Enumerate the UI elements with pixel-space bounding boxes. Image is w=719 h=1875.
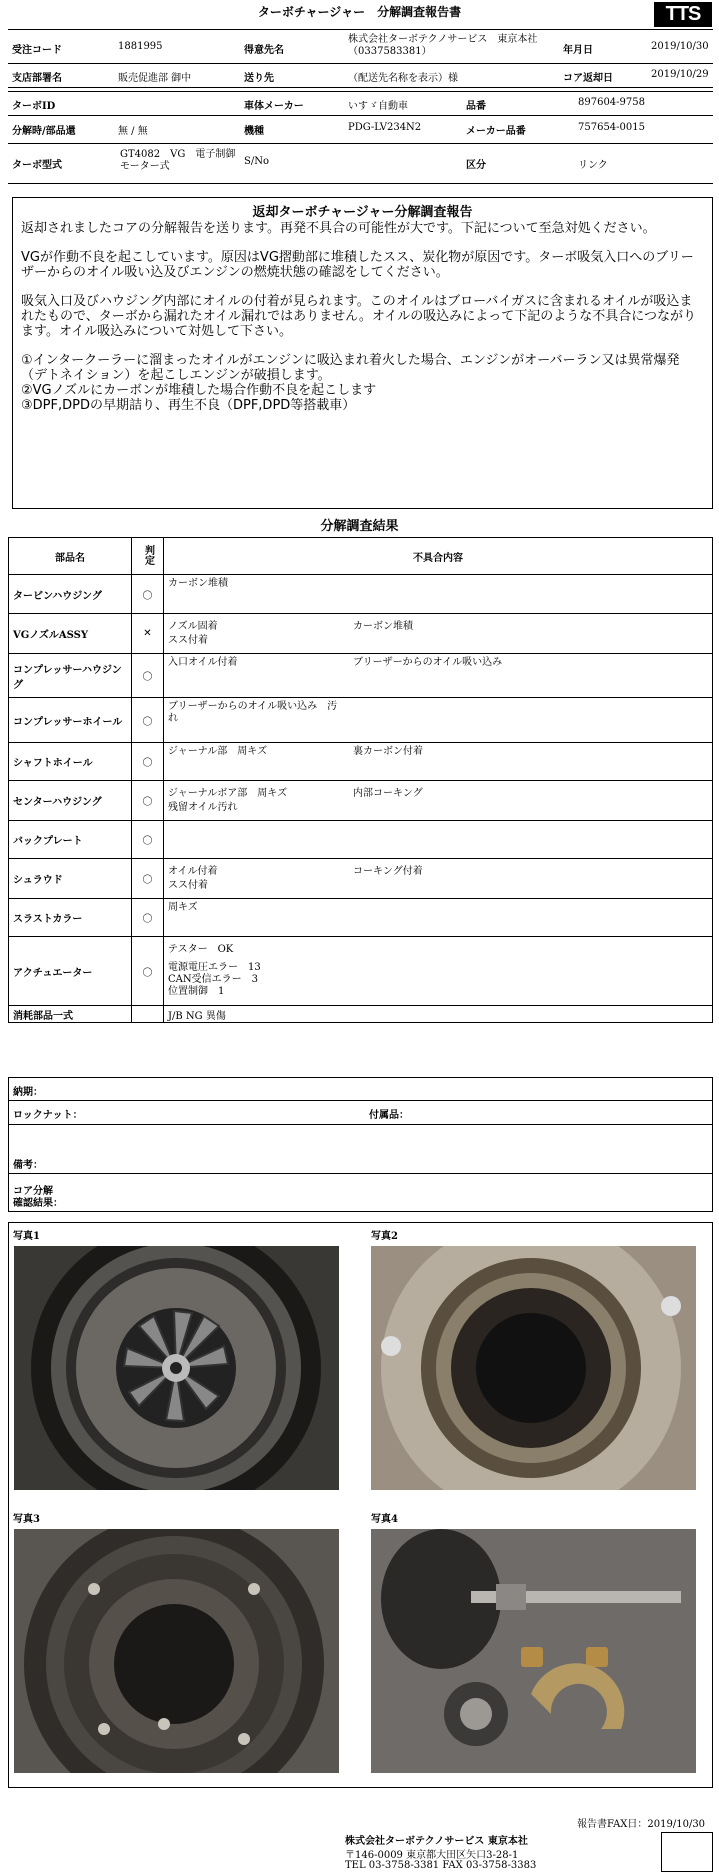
core-result-label: コア分解 bbox=[13, 1186, 53, 1197]
defect-text: カーボン堆積 bbox=[168, 578, 228, 589]
part-name: 消耗部品一式 bbox=[9, 1006, 132, 1023]
defect-text: 残留オイル汚れ bbox=[168, 801, 238, 813]
table-row bbox=[9, 575, 713, 614]
defect-text: テスター OK bbox=[168, 944, 234, 955]
judgement-mark bbox=[132, 1006, 164, 1023]
photo-1-image bbox=[14, 1246, 339, 1490]
defect-text: カーボン堆積 bbox=[353, 620, 413, 632]
turbo-type-value: GT4082 VG 電子制御モーター式 bbox=[120, 149, 236, 172]
header-row-2 bbox=[8, 63, 713, 87]
order-code-value: 1881995 bbox=[118, 41, 163, 52]
part-name: VGノズルASSY bbox=[9, 614, 132, 654]
part-name: スラストカラー bbox=[9, 899, 132, 937]
table-row bbox=[9, 698, 713, 743]
notice-item-2: ②VGノズルにカーボンが堆積した場合作動不良を起こします bbox=[21, 383, 377, 398]
photo-2-image bbox=[371, 1246, 696, 1490]
defect-text: ジャーナル部 周キズ bbox=[168, 746, 268, 757]
locknut-label: ロックナット： bbox=[13, 1110, 83, 1121]
defect-text: コーキング付着 bbox=[353, 865, 423, 877]
defect-text: 位置制御 1 bbox=[168, 986, 225, 997]
defect-text: ブリーザーからのオイル吸い込み 汚れ bbox=[168, 701, 338, 724]
accessory-label: 付属品： bbox=[369, 1110, 409, 1121]
notice-paragraph-3: 吸気入口及びハウジング内部にオイルの付着が見られます。このオイルはブローバイガスに含まれるオイルが吸込まれたもので、ターボから漏れたオイル漏れではありません。オイルの吸込みによって下記のような不具合につながります。オイル吸込みについて対処して下さい。 bbox=[21, 294, 696, 339]
part-no-label: 品番 bbox=[466, 101, 486, 112]
footer-address: 〒146-0009 東京都大田区矢口3-28-1 bbox=[345, 1850, 519, 1861]
category-value: リンク bbox=[578, 160, 608, 171]
header-divider bbox=[8, 29, 713, 30]
notice-box bbox=[12, 197, 713, 509]
maker-value: いすゞ自動車 bbox=[348, 101, 408, 112]
photo-2-label: 写真2 bbox=[371, 1231, 398, 1242]
maker-part-label: メーカー品番 bbox=[466, 126, 526, 137]
divider bbox=[9, 1173, 712, 1174]
table-header-row bbox=[9, 538, 713, 575]
defect-text: ジャーナルボア部 周キズ bbox=[168, 787, 288, 799]
company-logo: TTS bbox=[654, 2, 712, 27]
photo-4-label: 写真4 bbox=[371, 1514, 398, 1525]
branch-label: 支店部署名 bbox=[12, 73, 62, 84]
notice-item-1: ①インタークーラーに溜まったオイルがエンジンに吸込まれ着火した場合、エンジンがオーバーラン又は異常爆発（デトネイション）を起こしエンジンが破損します。 bbox=[21, 353, 680, 383]
model-label: 機種 bbox=[244, 126, 264, 137]
table-row bbox=[9, 937, 713, 1006]
judgement-mark: 〇 bbox=[132, 859, 164, 899]
judgement-mark: 〇 bbox=[132, 899, 164, 937]
judgement-mark: 〇 bbox=[132, 781, 164, 821]
part-no-value: 897604-9758 bbox=[578, 97, 646, 108]
table-row bbox=[9, 821, 713, 859]
photo-3-label: 写真3 bbox=[13, 1514, 40, 1525]
order-code-label: 受注コード bbox=[12, 45, 62, 56]
core-result-label: 確認結果： bbox=[13, 1198, 63, 1209]
judgement-mark: 〇 bbox=[132, 698, 164, 743]
notice-paragraph-2: VGが作動不良を起こしています。原因はVG摺動部に堆積したスス、炭化物が原因です。ターボ吸気入口へのブリーザーからのオイル吸い込及びエンジンの燃焼状態の確認をしてください。 bbox=[21, 250, 694, 280]
client-value: 株式会社ターボテクノサービス 東京本社（0337583381） bbox=[348, 34, 538, 57]
serial-number-label: S/No bbox=[244, 156, 269, 167]
report-title: ターボチャージャー 分解調査報告書 bbox=[257, 5, 462, 19]
judgement-mark: 〇 bbox=[132, 654, 164, 698]
part-name: コンプレッサーハウジング bbox=[9, 654, 132, 698]
judgement-mark: 〇 bbox=[132, 821, 164, 859]
header-row-3 bbox=[8, 91, 713, 115]
header-row-4 bbox=[8, 115, 713, 143]
table-row bbox=[9, 614, 713, 654]
turbo-type-label: ターボ型式 bbox=[12, 160, 62, 171]
part-name: コンプレッサーホイール bbox=[9, 698, 132, 743]
ship-value: （配送先名称を表示）様 bbox=[348, 73, 458, 84]
table-row bbox=[9, 899, 713, 937]
results-title: 分解調査結果 bbox=[320, 519, 399, 534]
stamp-box bbox=[661, 1832, 713, 1872]
defect-text: オイル付着 bbox=[168, 865, 218, 877]
inspection-notes-box bbox=[8, 1077, 713, 1212]
defect-text: スス付着 bbox=[168, 634, 208, 646]
defect-text: 入口オイル付着 bbox=[168, 657, 238, 668]
maker-label: 車体メーカー bbox=[244, 101, 304, 112]
judgement-mark: ✕ bbox=[132, 614, 164, 654]
defect-text: 電源電圧エラー 13 bbox=[168, 962, 261, 973]
table-row bbox=[9, 859, 713, 899]
footer-company: 株式会社ターボテクノサービス 東京本社 bbox=[345, 1836, 528, 1847]
defect-text: 周キズ bbox=[168, 902, 198, 913]
photo-4-image bbox=[371, 1529, 696, 1773]
defect-text: スス付着 bbox=[168, 879, 208, 891]
col-defect-header: 不具合内容 bbox=[164, 538, 713, 575]
remarks-label: 備考： bbox=[13, 1160, 43, 1171]
photo-panel bbox=[8, 1222, 713, 1788]
date-label: 年月日 bbox=[563, 45, 593, 56]
disassembly-label: 分解時/部品還 bbox=[12, 126, 76, 137]
notice-title: 返却ターボチャージャー分解調査報告 bbox=[252, 205, 473, 220]
photo-3-image bbox=[14, 1529, 339, 1773]
model-value: PDG-LV234N2 bbox=[348, 122, 422, 133]
delivery-label: 納期： bbox=[13, 1087, 43, 1098]
maker-part-value: 757654-0015 bbox=[578, 122, 646, 133]
ship-label: 送り先 bbox=[244, 73, 274, 84]
turbo-id-label: ターボID bbox=[12, 101, 56, 112]
header-row-5 bbox=[8, 143, 713, 183]
divider bbox=[9, 1100, 712, 1101]
header-divider bbox=[8, 183, 713, 184]
defect-text: CAN受信エラー 3 bbox=[168, 974, 258, 985]
photo-4-shaft-parts bbox=[371, 1529, 696, 1773]
defect-text: J/B NG 異傷 bbox=[164, 1006, 713, 1023]
photo-1-label: 写真1 bbox=[13, 1231, 40, 1242]
col-part-header: 部品名 bbox=[9, 538, 132, 575]
part-name: シュラウド bbox=[9, 859, 132, 899]
defect-text: ブリーザーからのオイル吸い込み bbox=[353, 657, 503, 668]
table-row bbox=[9, 743, 713, 781]
branch-value: 販売促進部 御中 bbox=[118, 73, 192, 84]
defect-text: 裏カーボン付着 bbox=[353, 746, 423, 757]
part-name: センターハウジング bbox=[9, 781, 132, 821]
footer-tel: TEL 03-3758-3381 FAX 03-3758-3383 bbox=[345, 1860, 537, 1871]
judgement-mark: 〇 bbox=[132, 575, 164, 614]
defect-text: 内部コーキング bbox=[353, 787, 423, 799]
disassembly-value: 無 / 無 bbox=[118, 126, 148, 137]
results-table bbox=[8, 537, 713, 1023]
part-name: シャフトホイール bbox=[9, 743, 132, 781]
notice-item-3: ③DPF,DPDの早期詰り、再生不良（DPF,DPD等搭載車） bbox=[21, 398, 356, 413]
photo-2-compressor-housing bbox=[371, 1246, 696, 1490]
photo-1-compressor-wheel bbox=[14, 1246, 339, 1490]
header-divider bbox=[8, 87, 713, 88]
col-judge-header bbox=[132, 538, 164, 575]
core-return-label: コア返却日 bbox=[563, 73, 613, 84]
photo-3-vg-nozzle bbox=[14, 1529, 339, 1773]
notice-paragraph-1: 返却されましたコアの分解報告を送ります。再発不具合の可能性が大です。下記について至急対処ください。 bbox=[21, 221, 656, 236]
fax-date: 報告書FAX日：2019/10/30 bbox=[577, 1819, 706, 1830]
part-name: タービンハウジング bbox=[9, 575, 132, 614]
table-row bbox=[9, 1006, 713, 1023]
client-label: 得意先名 bbox=[244, 45, 284, 56]
judgement-mark: 〇 bbox=[132, 743, 164, 781]
table-row bbox=[9, 654, 713, 698]
col-judge-label: 判定 bbox=[142, 544, 154, 565]
table-row bbox=[9, 781, 713, 821]
part-name: バックプレート bbox=[9, 821, 132, 859]
defect-text: ノズル固着 bbox=[168, 620, 218, 632]
date-value: 2019/10/30 bbox=[651, 41, 709, 52]
divider bbox=[9, 1124, 712, 1125]
header-row-1 bbox=[8, 33, 713, 63]
category-label: 区分 bbox=[466, 160, 486, 171]
core-return-value: 2019/10/29 bbox=[651, 69, 709, 80]
judgement-mark: 〇 bbox=[132, 937, 164, 1006]
part-name: アクチュエーター bbox=[9, 937, 132, 1006]
